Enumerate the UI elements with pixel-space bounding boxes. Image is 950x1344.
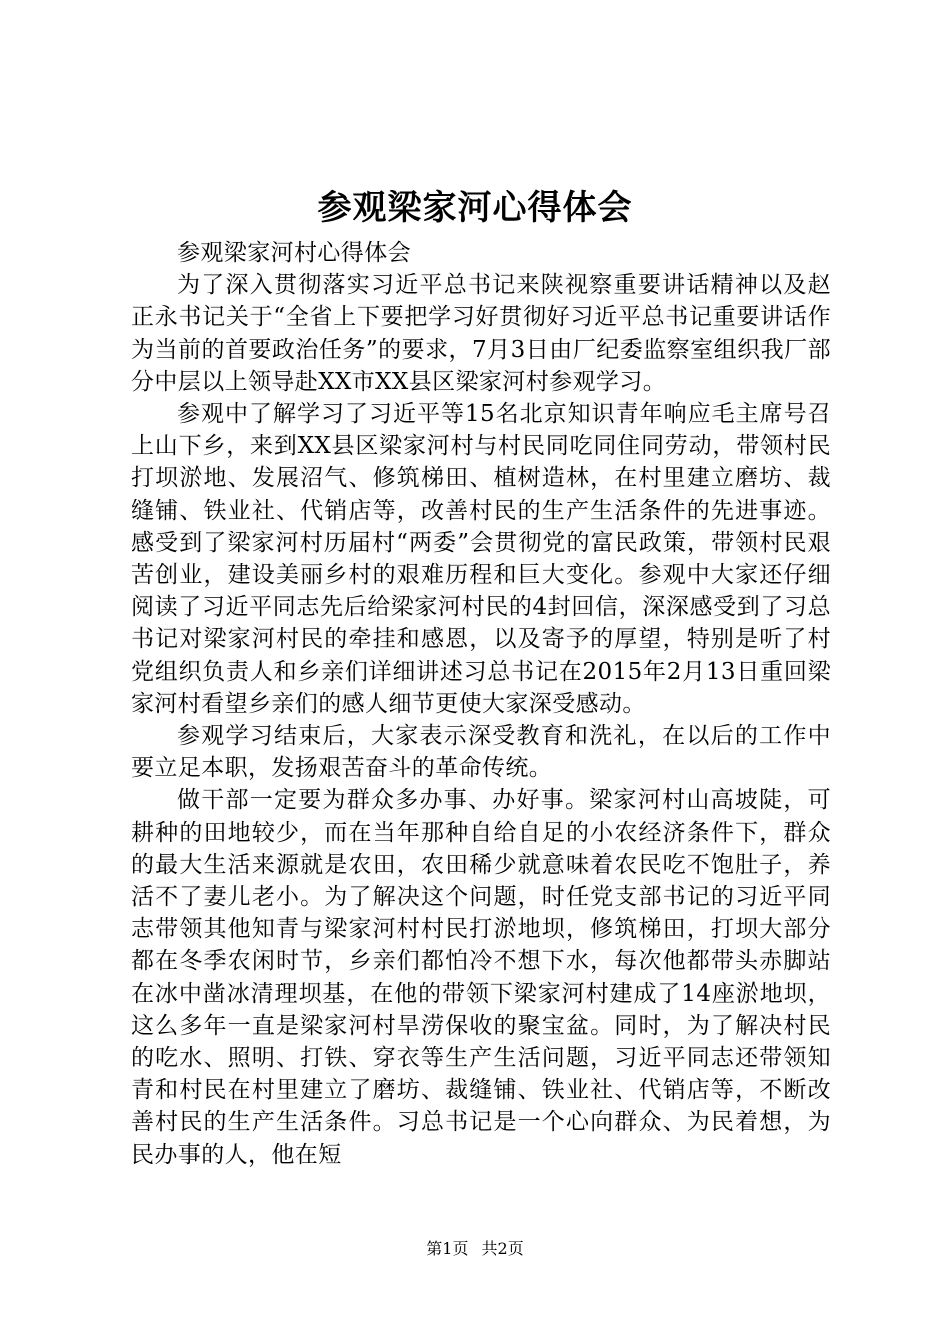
body-paragraph-4: 做干部一定要为群众多办事、办好事。梁家河村山高坡陡，可耕种的田地较少，而在当年那种自给自足的小农经济条件下，群众的最大生活来源就是农田，农田稀少就意味着农民吃不饱肚子，养活不了妻儿老小。为了解决这个问题，时任党支部书记的习近平同志带领其他知青与梁家河村村民打淤地坝，修筑梯田，打坝大部分都在冬季农闲时节，乡亲们都怕冷不想下水，每次他都带头赤脚站在冰中凿冰清理坝基，在他的带领下梁家河村建成了14座淤地坝，这么多年一直是梁家河村旱涝保收的聚宝盆。同时，为了解决村民的吃水、照明、打铁、穿衣等生产生活问题，习近平同志还带领知青和村民在村里建立了磨坊、裁缝铺、铁业社、代销店等，不断改善村民的生产生活条件。习总书记是一个心向群众、为民着想，为民办事的人，他在短 [131,787,831,1168]
body-paragraph-2: 参观中了解学习了习近平等15名北京知识青年响应毛主席号召上山下乡，来到XX县区梁家河村与村民同吃同住同劳动，带领村民打坝淤地、发展沼气、修筑梯田、植树造林，在村里建立磨坊、裁缝铺、铁业社、代销店等，改善村民的生产生活条件的先进事迹。感受到了梁家河村历届村“两委”会贯彻党的富民政策，带领村民艰苦创业，建设美丽乡村的艰难历程和巨大变化。参观中大家还仔细阅读了习近平同志先后给梁家河村民的4封回信，深深感受到了习总书记对梁家河村民的牵挂和感恩，以及寄予的厚望，特别是听了村党组织负责人和乡亲们详细讲述习总书记在2015年2月13日重回梁家河村看望乡亲们的感人细节更使大家深受感动。 [131,401,831,717]
body-paragraph-1: 为了深入贯彻落实习近平总书记来陕视察重要讲话精神以及赵正永书记关于“全省上下要把学习好贯彻好习近平总书记重要讲话作为当前的首要政治任务”的要求，7月3日由厂纪委监察室组织我厂部分中层以上领导赴XX市XX县区梁家河村参观学习。 [131,272,831,395]
subtitle-paragraph: 参观梁家河村心得体会 [177,240,411,266]
document-title: 参观梁家河心得体会 [317,188,633,228]
page-number: 第1页 [426,1239,469,1258]
document-body [131,237,831,1171]
body-paragraph-3: 参观学习结束后，大家表示深受教育和洗礼，在以后的工作中要立足本职，发扬艰苦奋斗的革命传统。 [131,723,831,782]
page-total: 共2页 [481,1239,524,1258]
page-footer [0,1238,950,1260]
